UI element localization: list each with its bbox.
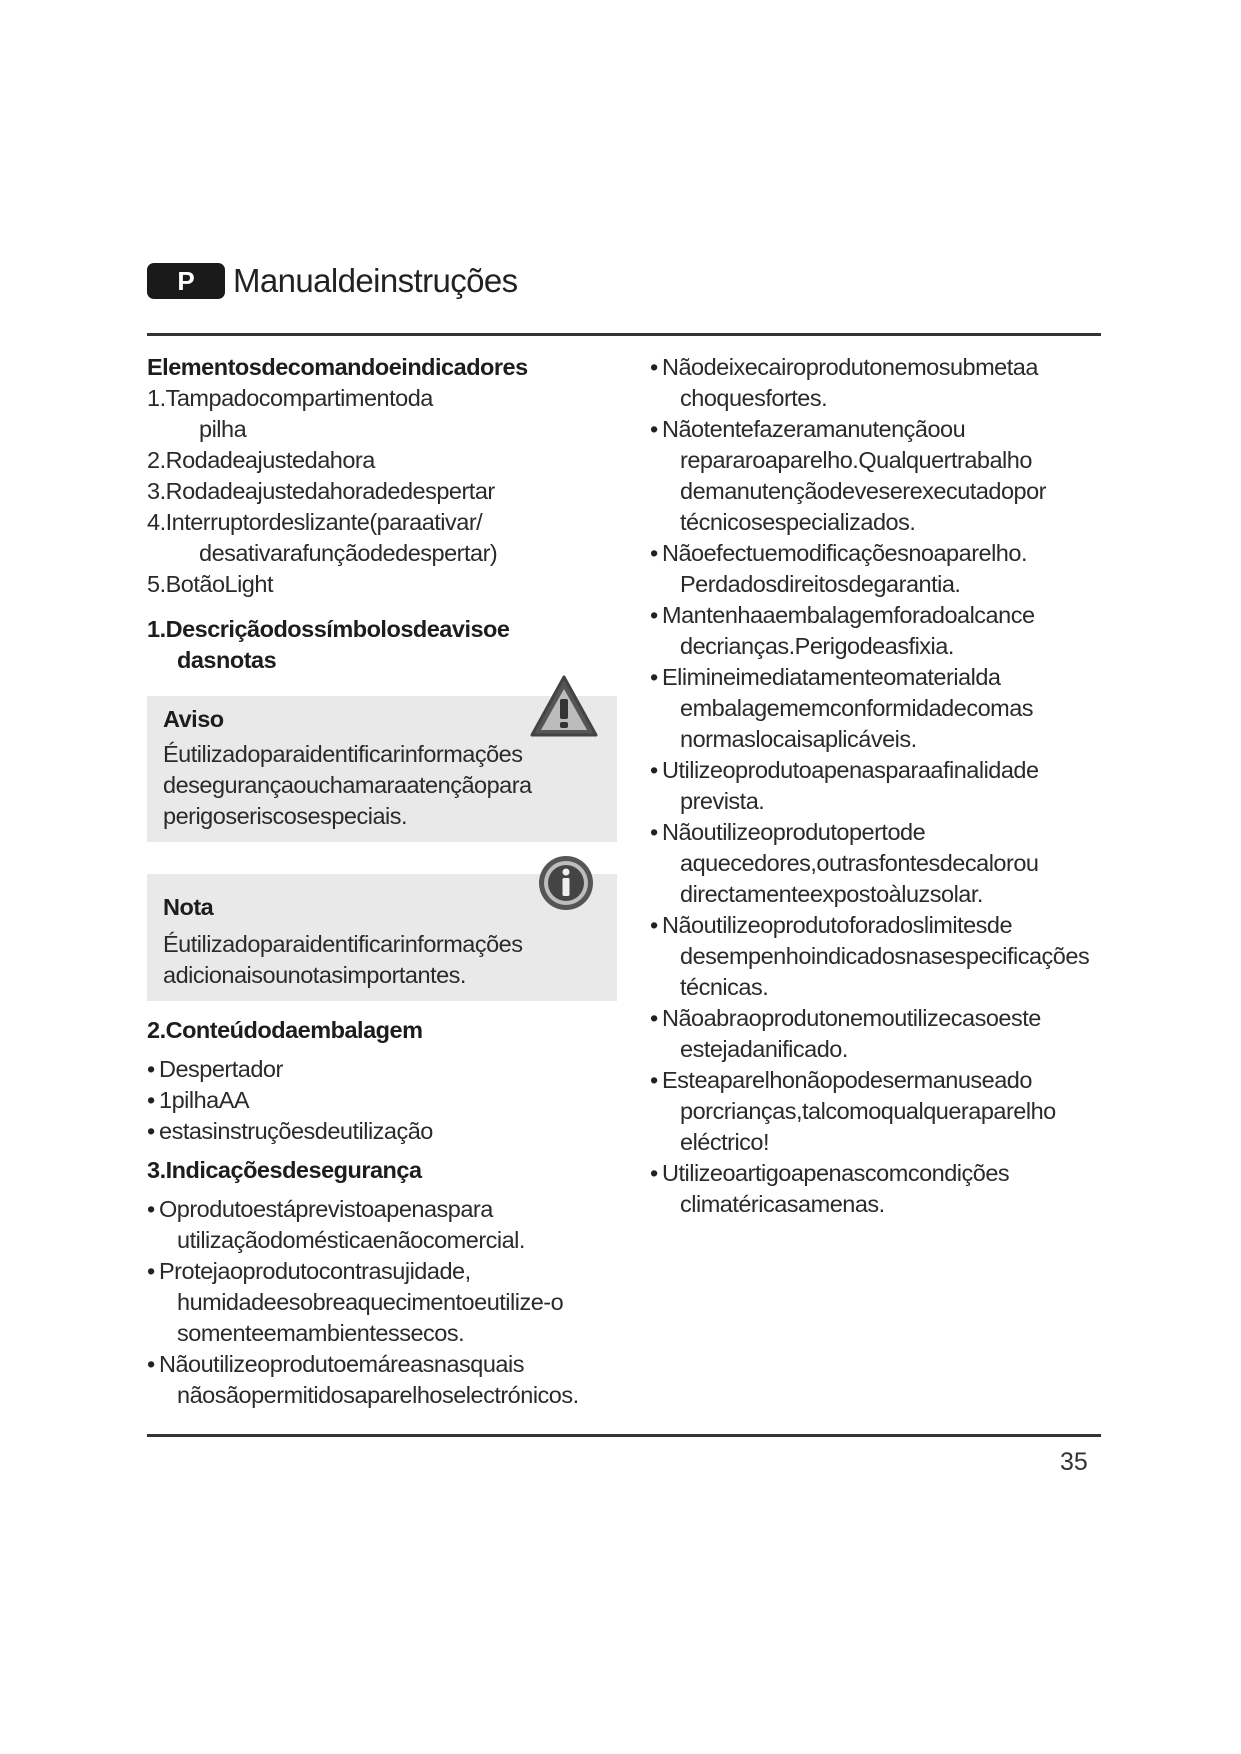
section3-heading: 3.Indicaçõesdesegurança xyxy=(147,1157,422,1183)
list-item xyxy=(147,476,617,507)
list-item xyxy=(147,569,617,600)
note-line: Éutilizadoparaidentificarinformações xyxy=(163,931,523,957)
list-item xyxy=(147,445,617,476)
list-item-line: utilizaçãodomésticaenãocomercial. xyxy=(177,1227,525,1253)
list-item-line: normaslocaisaplicáveis. xyxy=(680,726,917,752)
list-item-line: 5.BotãoLight xyxy=(147,571,273,597)
list-item-line: nãosãopermitidosaparelhoselectrónicos. xyxy=(177,1382,579,1408)
note-title: Nota xyxy=(163,894,214,920)
list-item: • 1pilhaAA xyxy=(147,1085,617,1116)
list-item-line: Nãodeixecairoprodutonemosubmetaa xyxy=(662,354,1038,380)
safety-list-right xyxy=(650,352,1100,1220)
list-item-line: Nãoefectuemodificaçõesnoaparelho. xyxy=(662,540,1027,566)
list-item xyxy=(147,507,617,569)
list-item-line: técnicosespecializados. xyxy=(680,509,916,535)
list-item-line: aquecedores,outrasfontesdecalorou xyxy=(680,850,1039,876)
list-item-line: Utilizeoartigoapenascomcondições xyxy=(662,1160,1010,1186)
list-item: • Despertador xyxy=(147,1054,617,1085)
list-item: • Nãoutilizeoprodutoforadoslimitesde desempenhoindicadosnasespecificações técnicas. xyxy=(650,910,1100,1003)
list-item-line: eléctrico! xyxy=(680,1129,770,1155)
warning-box xyxy=(147,696,617,842)
list-item: • Utilizeoprodutoapenasparaafinalidade prevista. xyxy=(650,755,1100,817)
list-item-line: somenteemambientessecos. xyxy=(177,1320,465,1346)
list-item-line: 1pilhaAA xyxy=(159,1087,250,1113)
list-item-line: desempenhoindicadosnasespecificações xyxy=(680,943,1090,969)
list-item-line: técnicas. xyxy=(680,974,769,1000)
list-item-line: demanutençãodeveserexecutadopor xyxy=(680,478,1046,504)
list-item-line: pilha xyxy=(199,416,247,442)
page-number: 35 xyxy=(1060,1448,1088,1476)
list-item-line: decrianças.Perigodeasfixia. xyxy=(680,633,954,659)
list-item-line: prevista. xyxy=(680,788,765,814)
list-item-line: choquesfortes. xyxy=(680,385,828,411)
safety-list-left xyxy=(147,1194,617,1411)
left-column xyxy=(147,352,617,1411)
list-item-line: estejadanificado. xyxy=(680,1036,848,1062)
list-item-line: repararoaparelho.Qualquertrabalho xyxy=(680,447,1032,473)
warning-line: perigoseriscosespeciais. xyxy=(163,803,408,829)
note-line: adicionaisounotasimportantes. xyxy=(163,962,466,988)
list-item-line: climatéricasamenas. xyxy=(680,1191,885,1217)
list-item: • Nãoabraoprodutonemoutilizecasoeste estejadanificado. xyxy=(650,1003,1100,1065)
bottom-divider xyxy=(147,1434,1101,1437)
page-title: Manualdeinstruções xyxy=(233,262,518,299)
list-item: • Nãoefectuemodificaçõesnoaparelho. Perdadosdireitosdegarantia. xyxy=(650,538,1100,600)
list-item: • Oprodutoestáprevistoapenaspara utilizaçãodomésticaenãocomercial. xyxy=(147,1194,617,1256)
list-item-line: Nãoutilizeoprodutoforadoslimitesde xyxy=(662,912,1013,938)
list-item-line: Nãoutilizeoprodutoemáreasnasquais xyxy=(159,1351,524,1377)
list-item-line: Protejaoprodutocontrasujidade, xyxy=(159,1258,471,1284)
list-item: • Protejaoprodutocontrasujidade, humidadeesobreaquecimentoeutilize-o somenteemambientessecos. xyxy=(147,1256,617,1349)
section1-heading xyxy=(147,614,617,676)
list-item-line: Despertador xyxy=(159,1056,283,1082)
list-item-line: Elimineimediatamenteomaterialda xyxy=(662,664,1001,690)
info-icon xyxy=(537,854,595,912)
section2-heading: 2.Conteúdodaembalagem xyxy=(147,1017,423,1043)
list-item-line: humidadeesobreaquecimentoeutilize-o xyxy=(177,1289,564,1315)
warning-icon xyxy=(529,674,599,738)
package-list xyxy=(147,1054,617,1147)
warning-title: Aviso xyxy=(163,706,224,732)
heading-line: 1.Descriçãodossímbolosdeavisoe xyxy=(147,616,510,642)
list-item-line: Nãoutilizeoprodutopertode xyxy=(662,819,926,845)
list-item: • Nãoutilizeoprodutopertode aquecedores,outrasfontesdecalorou directamenteexpostoàluzsolar. xyxy=(650,817,1100,910)
list-item: • Esteaparelhonãopodesermanuseado porcrianças,talcomoqualqueraparelho eléctrico! xyxy=(650,1065,1100,1158)
controls-list xyxy=(147,383,617,600)
list-item-line: Oprodutoestáprevistoapenaspara xyxy=(159,1196,493,1222)
right-column xyxy=(650,352,1100,1220)
note-box xyxy=(147,874,617,1001)
list-item: • Nãoutilizeoprodutoemáreasnasquais nãosãopermitidosaparelhoselectrónicos. xyxy=(147,1349,617,1411)
language-badge: P xyxy=(147,263,225,299)
controls-heading: Elementosdecomandoeindicadores xyxy=(147,354,528,380)
list-item-line: 1.Tampadocompartimentoda xyxy=(147,385,433,411)
list-item-line: 4.Interruptordeslizante(paraativar/ xyxy=(147,509,483,535)
list-item-line: estasinstruçõesdeutilização xyxy=(159,1118,433,1144)
list-item: • Nãotentefazeramanutençãoou repararoaparelho.Qualquertrabalho demanutençãodeveserexecutadopor técnicosespecializados. xyxy=(650,414,1100,538)
warning-line: desegurançaouchamaraatençãopara xyxy=(163,772,532,798)
list-item-line: 3.Rodadeajustedahoradedespertar xyxy=(147,478,495,504)
list-item: • Elimineimediatamenteomaterialda embalagememconformidadecomas normaslocaisaplicáveis. xyxy=(650,662,1100,755)
list-item-line: embalagememconformidadecomas xyxy=(680,695,1034,721)
top-divider xyxy=(147,333,1101,336)
list-item-line: porcrianças,talcomoqualqueraparelho xyxy=(680,1098,1056,1124)
list-item-line: desativarafunçãodedespertar) xyxy=(199,540,498,566)
list-item-line: directamenteexpostoàluzsolar. xyxy=(680,881,983,907)
list-item-line: Mantenhaaembalagemforadoalcance xyxy=(662,602,1035,628)
list-item xyxy=(147,383,617,445)
list-item: • Mantenhaaembalagemforadoalcance decrianças.Perigodeasfixia. xyxy=(650,600,1100,662)
list-item-line: 2.Rodadeajustedahora xyxy=(147,447,375,473)
list-item-line: Perdadosdireitosdegarantia. xyxy=(680,571,961,597)
list-item-line: Esteaparelhonãopodesermanuseado xyxy=(662,1067,1032,1093)
list-item-line: Nãoabraoprodutonemoutilizecasoeste xyxy=(662,1005,1041,1031)
list-item: • estasinstruçõesdeutilização xyxy=(147,1116,617,1147)
warning-line: Éutilizadoparaidentificarinformações xyxy=(163,741,523,767)
heading-line: dasnotas xyxy=(177,647,277,673)
list-item: • Utilizeoartigoapenascomcondições climatéricasamenas. xyxy=(650,1158,1100,1220)
page-header xyxy=(147,258,518,304)
list-item-line: Utilizeoprodutoapenasparaafinalidade xyxy=(662,757,1039,783)
list-item: • Nãodeixecairoprodutonemosubmetaa choquesfortes. xyxy=(650,352,1100,414)
list-item-line: Nãotentefazeramanutençãoou xyxy=(662,416,966,442)
